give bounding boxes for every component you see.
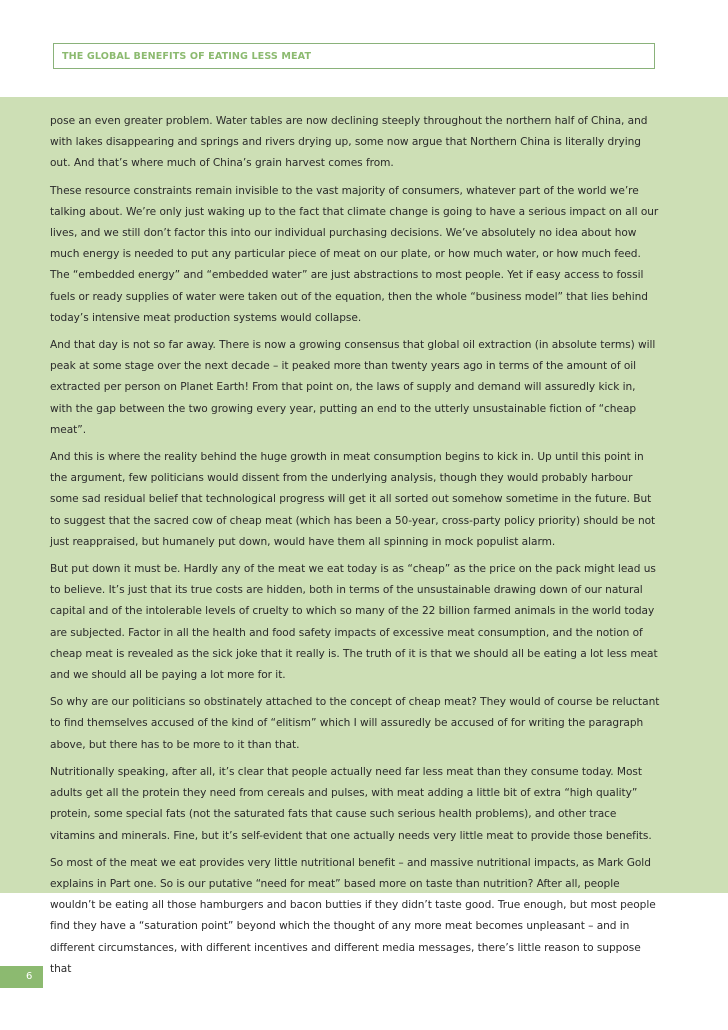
- body-paragraph: And this is where the reality behind the huge growth in meat consumption begins to kick in. Up until this point in the argument, few politicians would dissent from the underlying analysis, though they would probably harbour some sad residual belief that technological progress will get it all sorted out somehow sometime in the future. But to suggest that the sacred cow of cheap meat (which has been a 50-year, cross-party policy priority) should be not just reappraised, but humanely put down, would have them all spinning in mock populist alarm.: [50, 451, 656, 548]
- body-paragraph: pose an even greater problem. Water tables are now declining steeply throughout the northern half of China, and with lakes disappearing and springs and rivers drying up, some now argue that Northern China is literally drying out. And that’s where much of China’s grain harvest comes from.: [50, 115, 648, 170]
- body-paragraph: And that day is not so far away. There is now a growing consensus that global oil extraction (in absolute terms) will peak at some stage over the next decade – it peaked more than twenty years ago in terms of the amount of oil extracted per person on Planet Earth! From that point on, the laws of supply and demand will assuredly kick in, with the gap between the two growing every year, putting an end to the utterly unsustainable fiction of “cheap meat”.: [50, 339, 656, 436]
- page-number-tab: [0, 966, 43, 988]
- body-paragraph: These resource constraints remain invisible to the vast majority of consumers, whatever part of the world we’re talking about. We’re only just waking up to the fact that climate change is going to have a serious impact on all our lives, and we still don’t factor this into our individual purchasing decisions. We’ve absolutely no idea about how much energy is needed to put any particular piece of meat on our plate, or how much water, or how much feed. The “embedded energy” and “embedded water” are just abstractions to most people. Yet if easy access to fossil fuels or ready supplies of water were taken out of the equation, then the whole “business model” that lies behind today’s intensive meat production systems would collapse.: [50, 184, 659, 324]
- page-number: 6: [26, 971, 33, 982]
- body-paragraph: So most of the meat we eat provides very little nutritional benefit – and massive nutritional impacts, as Mark Gold explains in Part one. So is our putative “need for meat” based more on taste than nutrition? After all, people wouldn’t be eating all those hamburgers and bacon butties if they didn’t taste good. True enough, but most people find they have a “saturation point” beyond which the thought of any more meat becomes unpleasant – and in different circumstances, with different incentives and different media messages, there’s little reason to suppose that: [50, 856, 656, 975]
- body-text-panel: [0, 97, 728, 975]
- running-header: [53, 43, 655, 69]
- body-paragraph: But put down it must be. Hardly any of the meat we eat today is as “cheap” as the price on the pack might lead us to believe. It’s just that its true costs are hidden, both in terms of the unsustainable drawing down of our natural capital and of the intolerable levels of cruelty to which so many of the 22 billion farmed animals in the world today are subjected. Factor in all the health and food safety impacts of excessive meat consumption, and the notion of cheap meat is revealed as the sick joke that it really is. The truth of it is that we should all be eating a lot less meat and we should all be paying a lot more for it.: [50, 563, 658, 682]
- body-paragraph: Nutritionally speaking, after all, it’s clear that people actually need far less meat than they consume today. Most adults get all the protein they need from cereals and pulses, with meat adding a little bit of extra “high quality” protein, some special fats (not the saturated fats that cause such serious health problems), and other trace vitamins and minerals. Fine, but it’s self-evident that one actually needs very little meat to provide those benefits.: [50, 765, 652, 842]
- running-header-title: THE GLOBAL BENEFITS OF EATING LESS MEAT: [62, 50, 312, 62]
- body-paragraph: So why are our politicians so obstinately attached to the concept of cheap meat? They would of course be reluctant to find themselves accused of the kind of “elitism” which I will assuredly be accused of for writing the paragraph above, but there has to be more to it than that.: [50, 696, 660, 751]
